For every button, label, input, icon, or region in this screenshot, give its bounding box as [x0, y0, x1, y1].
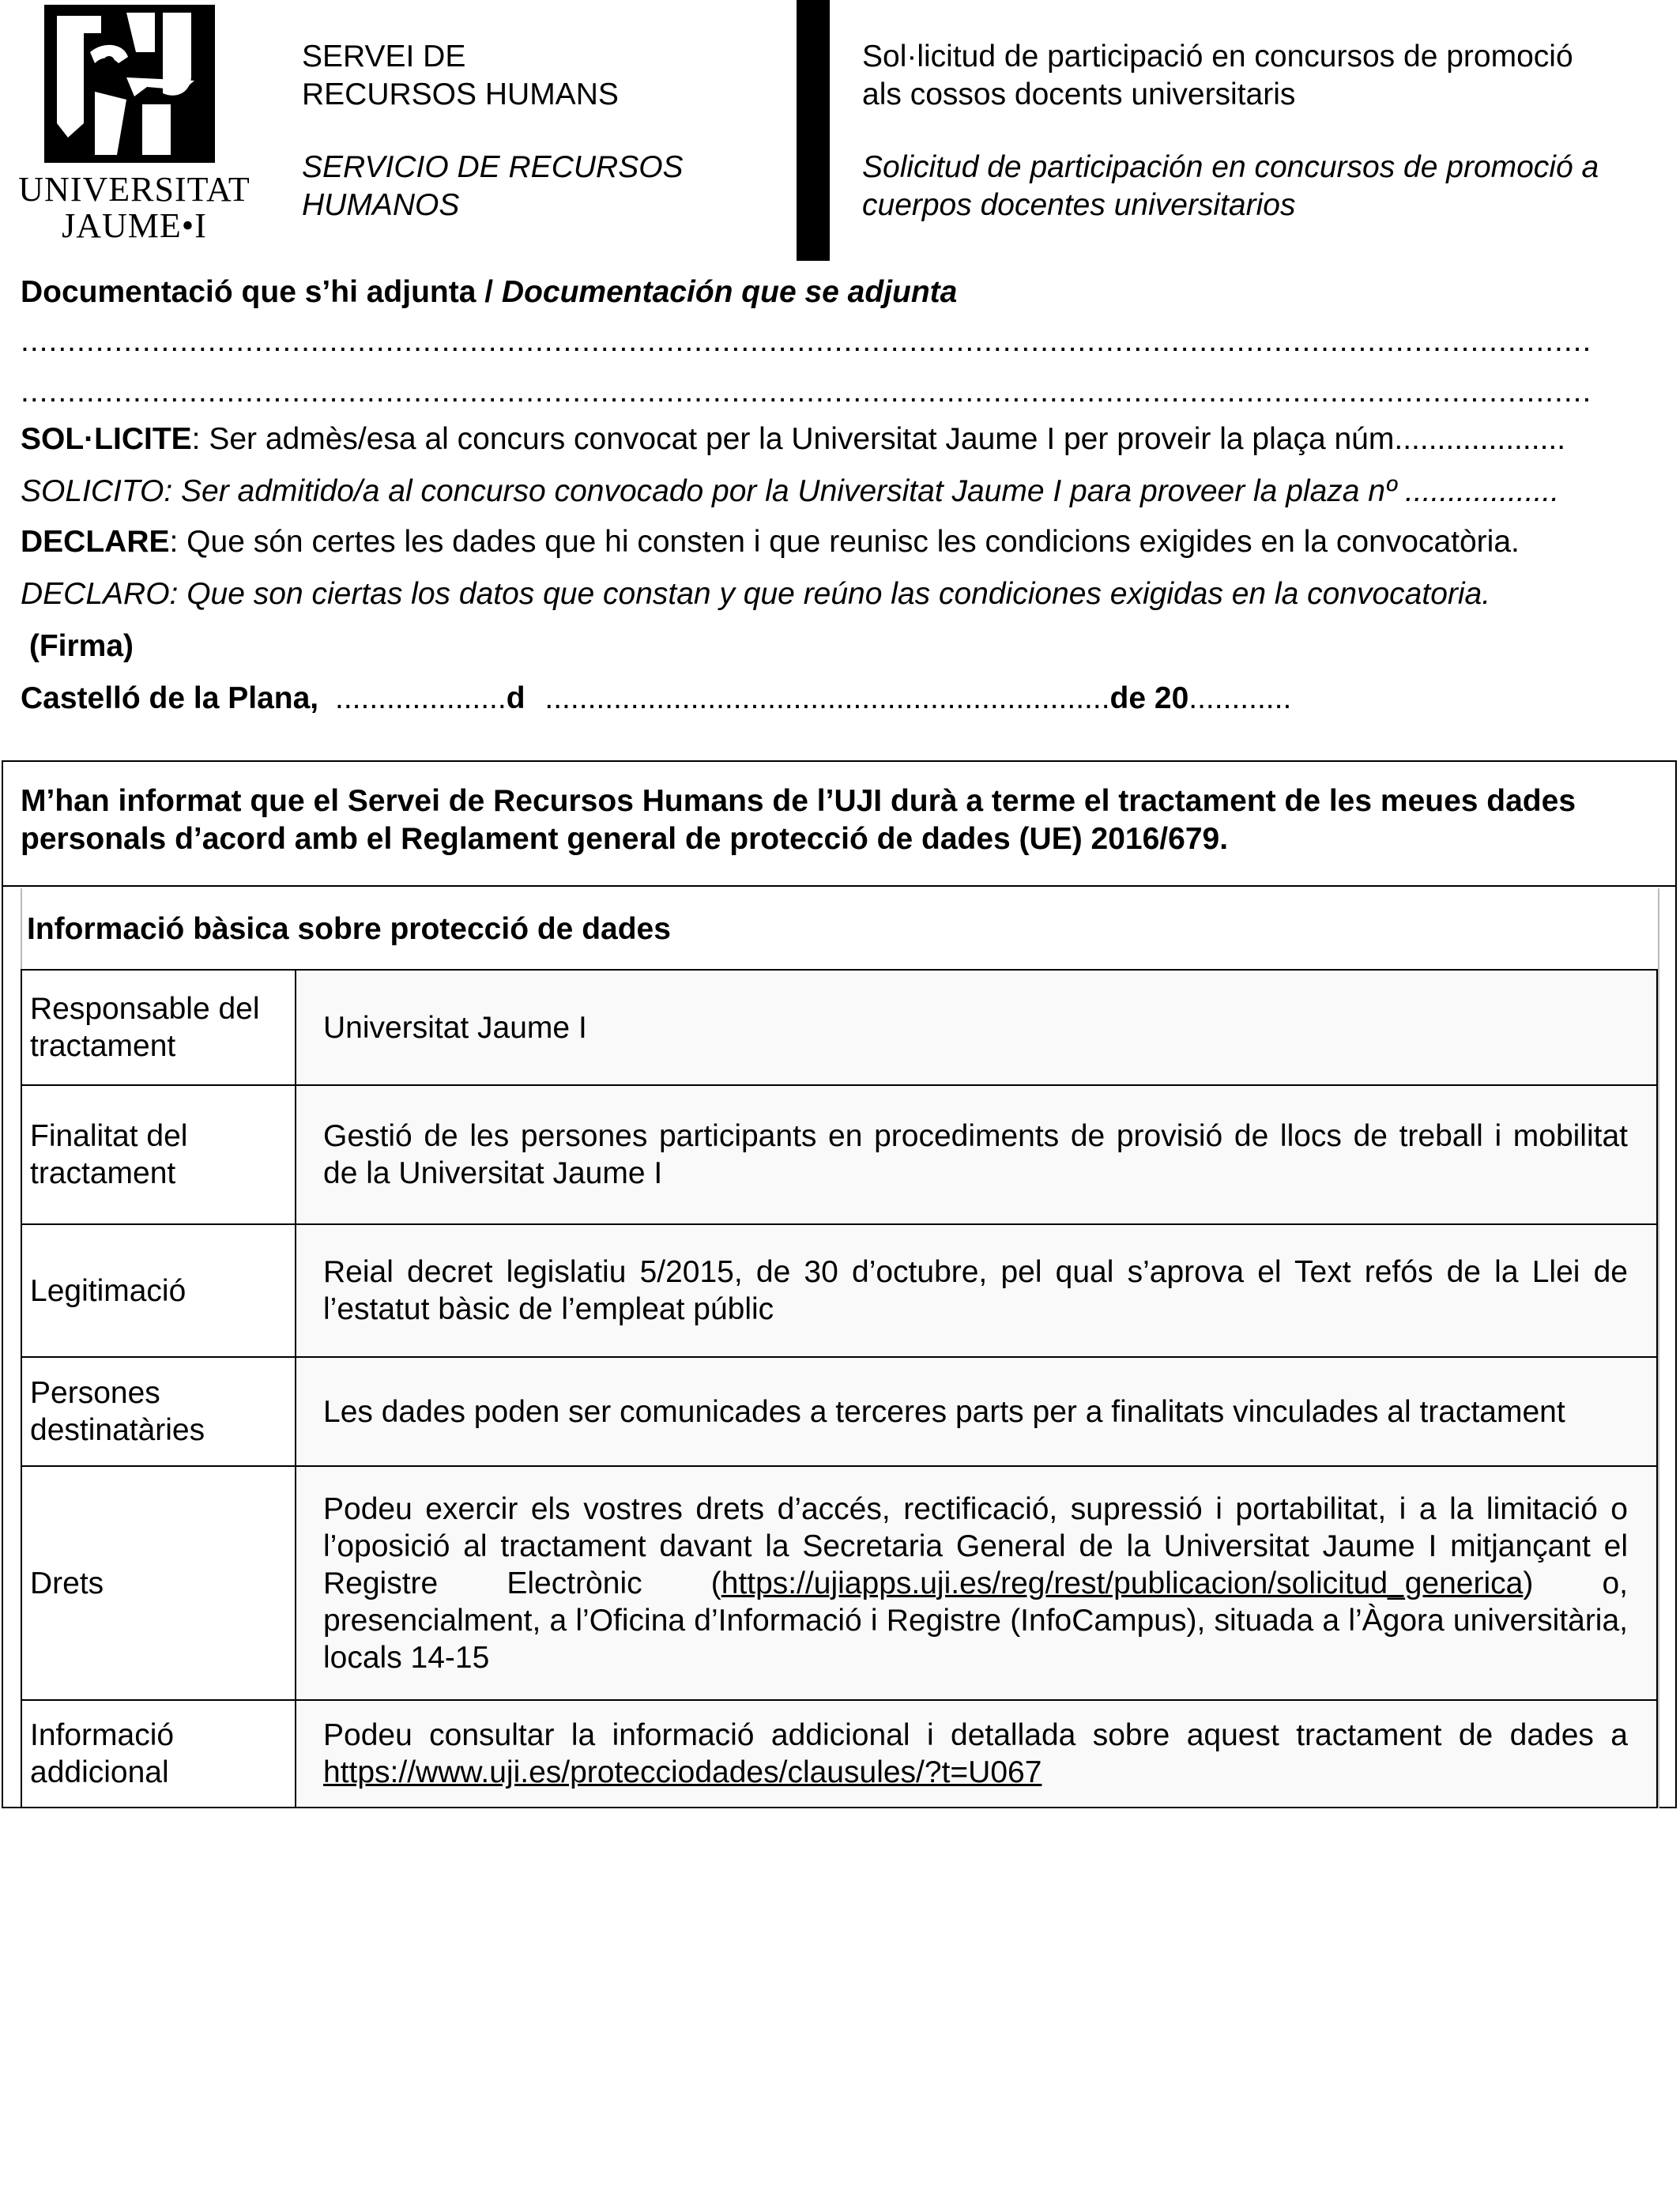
table-row — [21, 1700, 1657, 1808]
service-name-es — [302, 149, 684, 224]
rights-registry-link[interactable]: https://ujiapps.uji.es/reg/rest/publicacion/solicitud_generica — [721, 1566, 1524, 1600]
attached-docs-field-2[interactable]: ........................................................................................................................................................................ — [21, 376, 1592, 408]
place-label: Castelló de la Plana, — [21, 681, 319, 715]
row-label-additional-info: Informació addicional — [21, 1700, 296, 1808]
row-label-responsible: Responsable del tractament — [21, 970, 296, 1085]
table-row — [21, 1357, 1657, 1466]
row-label-recipients: Persones destinatàries — [21, 1357, 296, 1466]
sollicite-text: : Ser admès/esa al concurs convocat per la Universitat Jaume I per proveir la plaça núm.................... — [191, 422, 1566, 456]
privacy-table-title: Informació bàsica sobre protecció de dades — [27, 912, 671, 946]
privacy-notice-divider — [2, 885, 1677, 887]
sollicite-label: SOL·LICITE — [21, 422, 192, 456]
logo-text-line1: UNIVERSITAT — [18, 170, 250, 209]
declaro-line: DECLARO: Que son ciertas los datos que constan y que reúno las condiciones exigidas en la convocatoria. — [21, 577, 1491, 611]
logo-text-line2: JAUME•I — [62, 206, 207, 245]
table-row — [21, 1085, 1657, 1224]
form-title-es — [862, 149, 1599, 224]
attached-docs-heading — [21, 273, 957, 311]
row-value-additional-info — [296, 1700, 1657, 1808]
declare-line — [21, 523, 1520, 561]
d-label: d — [506, 681, 525, 715]
university-logo — [8, 5, 261, 247]
year-field[interactable]: ............ — [1188, 681, 1292, 715]
form-title-es-line2: cuerpos docentes universitarios — [862, 188, 1296, 222]
additional-info-text: Podeu consultar la informació addicional i detallada sobre aquest tractament de dades a — [323, 1718, 1628, 1752]
row-label-purpose: Finalitat del tractament — [21, 1085, 296, 1224]
attached-docs-label-es: Documentación que se adjunta — [501, 275, 958, 309]
service-name-es-line2: HUMANOS — [302, 188, 460, 222]
form-title-ca — [862, 38, 1573, 114]
header-divider-bar — [797, 0, 830, 261]
attached-docs-label-ca: Documentació que s’hi adjunta / — [21, 275, 502, 309]
table-row — [21, 1224, 1657, 1357]
row-value-responsible: Universitat Jaume I — [296, 970, 1657, 1085]
rights-text-before: Podeu exercir els vostres drets d’accés, rectificació, supressió i portabilitat, i a la limitació o l’oposició al tractament davant la Secretaria General de la Universitat Jaume I mitjançant el Registre Electrònic ( — [323, 1491, 1628, 1600]
privacy-table — [21, 969, 1658, 1808]
row-label-rights: Drets — [21, 1466, 296, 1700]
form-title-ca-line2: als cossos docents universitaris — [862, 77, 1296, 111]
privacy-notice: M’han informat que el Servei de Recursos Humans de l’UJI durà a terme el tractament de les meues dades personals d’acord amb el Reglament general de protecció de dades (UE) 2016/679. — [21, 784, 1576, 856]
table-row — [21, 970, 1657, 1085]
service-name-ca-line1: SERVEI DE — [302, 40, 466, 74]
attached-docs-field-1[interactable]: ........................................................................................................................................................................ — [21, 326, 1592, 357]
rights-text-after: ) o, presencialment, a l’Oficina d’Informació i Registre (InfoCampus), situada a l’Àgora universitària, locals 14-15 — [323, 1566, 1628, 1675]
row-value-purpose: Gestió de les persones participants en procediments de provisió de llocs de treball i mobilitat de la Universitat Jaume I — [296, 1085, 1657, 1224]
row-label-legitimation: Legitimació — [21, 1224, 296, 1357]
row-value-rights — [296, 1466, 1657, 1700]
solicito-line: SOLICITO: Ser admitido/a al concurso convocado por la Universitat Jaume I para proveer la plaza nº .................. — [21, 474, 1560, 508]
form-title-es-line1: Solicitud de participación en concursos de promoció a — [862, 150, 1599, 184]
declare-text: : Que són certes les dades que hi consten i que reunisc les condicions exigides en la convocatòria. — [169, 525, 1520, 559]
service-name-ca-line2: RECURSOS HUMANS — [302, 77, 619, 111]
year-label: de 20 — [1109, 681, 1189, 715]
form-title-ca-line1: Sol·licitud de participació en concursos de promoció — [862, 40, 1573, 74]
place-date-line — [21, 680, 1291, 718]
declare-label: DECLARE — [21, 525, 170, 559]
sollicite-line — [21, 420, 1565, 458]
signature-label: (Firma) — [21, 629, 134, 663]
additional-info-link[interactable]: https://www.uji.es/protecciodades/clausules/?t=U067 — [323, 1755, 1042, 1789]
day-field[interactable]: .................... — [335, 681, 507, 715]
month-field[interactable]: .................................................................. — [544, 681, 1110, 715]
service-name-es-line1: SERVICIO DE RECURSOS — [302, 150, 684, 184]
service-name-ca — [302, 38, 619, 114]
table-row — [21, 1466, 1657, 1700]
row-value-recipients: Les dades poden ser comunicades a terceres parts per a finalitats vinculades al tractament — [296, 1357, 1657, 1466]
row-value-legitimation: Reial decret legislatiu 5/2015, de 30 d’octubre, pel qual s’aprova el Text refós de la Llei de l’estatut bàsic de l’empleat públic — [296, 1224, 1657, 1357]
